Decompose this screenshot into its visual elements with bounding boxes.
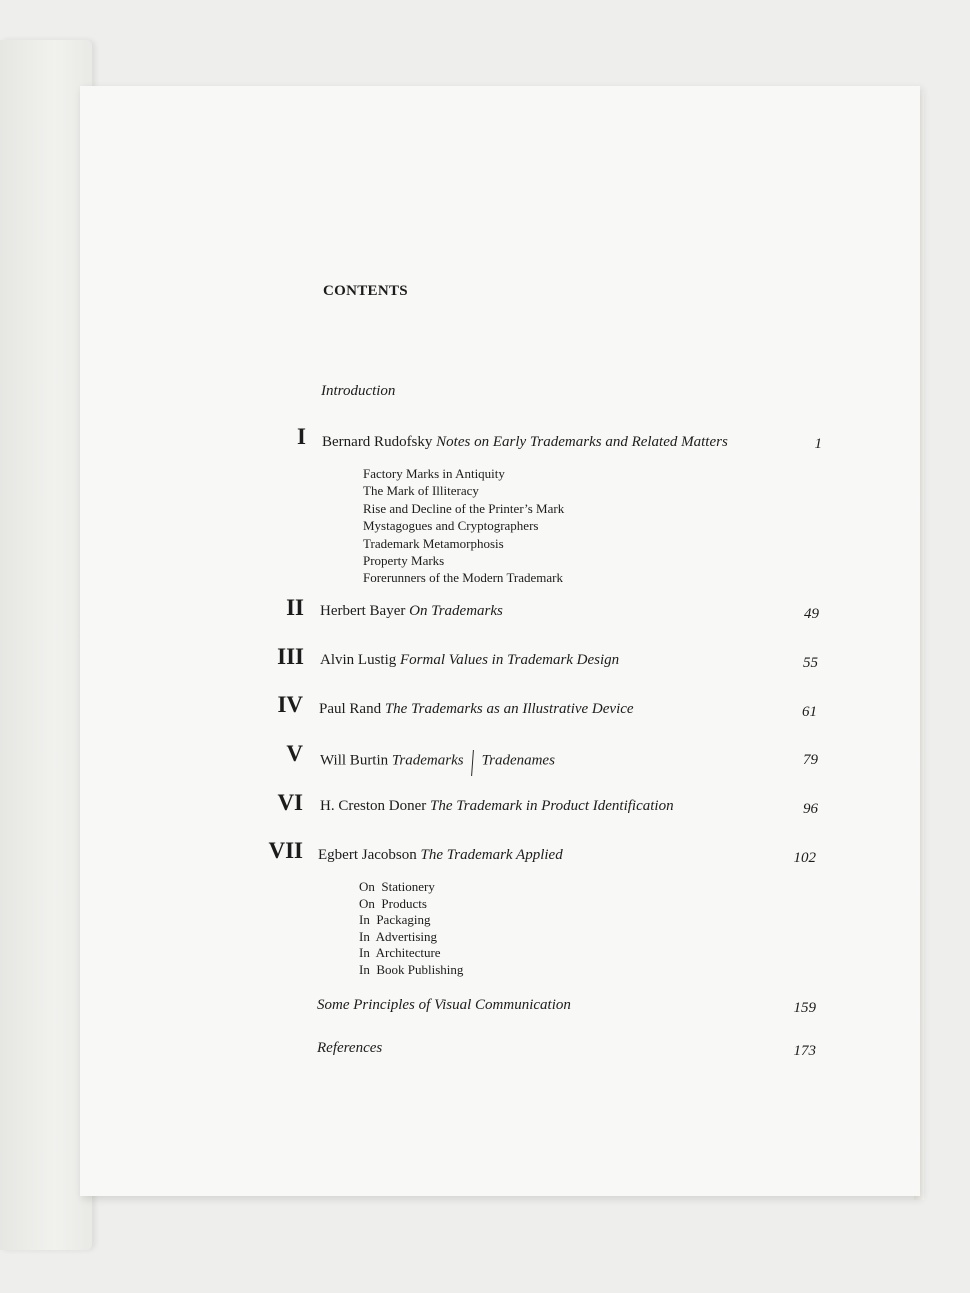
chapter-author: Herbert Bayer	[320, 603, 406, 619]
chapter-numeral: V	[286, 741, 303, 766]
chapter-title: On Trademarks	[409, 603, 503, 619]
chapter-line	[320, 603, 503, 620]
subsection-item: On Products	[359, 895, 427, 911]
chapter-numeral: I	[297, 424, 306, 449]
chapter-title: Formal Values in Trademark Design	[400, 652, 620, 668]
chapter-page: 61	[802, 704, 817, 720]
subsection-item: In Architecture	[359, 945, 441, 961]
chapter-line	[320, 798, 674, 815]
chapter-numeral: VII	[268, 838, 303, 863]
subsection-item: In Book Publishing	[359, 961, 464, 977]
chapter-author: Alvin Lustig	[320, 652, 397, 668]
chapter-numeral: VI	[277, 790, 303, 815]
chapter-line	[318, 847, 563, 864]
subsection-item: Property Marks	[363, 553, 445, 569]
closing-page: 159	[793, 1000, 816, 1016]
chapter-line	[320, 652, 619, 669]
chapter-page: 55	[803, 655, 818, 671]
chapter-author: Bernard Rudofsky	[322, 434, 433, 450]
subsection-item: Mystagogues and Cryptographers	[363, 518, 539, 534]
left-page-edge	[0, 40, 92, 1250]
chapter-numeral: II	[286, 595, 304, 620]
chapter-title: The Trademark in Product Identification	[429, 798, 674, 814]
subsection-item: In Advertising	[359, 928, 437, 944]
subsection-item: On Stationery	[359, 879, 435, 894]
chapter-author: Will Burtin	[320, 752, 389, 769]
book-page	[80, 86, 920, 1196]
chapter-title-part2: Tradenames	[481, 752, 555, 769]
chapter-page: 102	[793, 850, 816, 866]
subsection-item: Forerunners of the Modern Trademark	[363, 570, 564, 586]
chapter-numeral: IV	[277, 692, 303, 717]
subsection-item: Trademark Metamorphosis	[363, 535, 504, 551]
introduction-link[interactable]: Introduction	[321, 383, 396, 399]
chapter-title: The Trademark Applied	[420, 847, 563, 863]
chapter-subsections	[363, 465, 564, 587]
subsection-item: The Mark of Illiteracy	[363, 483, 479, 499]
closing-page: 173	[793, 1043, 816, 1059]
chapter-author: H. Creston Doner	[320, 798, 427, 814]
chapter-author: Paul Rand	[319, 701, 382, 717]
chapter-page: 79	[803, 752, 818, 768]
slash-divider	[471, 750, 474, 776]
chapter-author: Egbert Jacobson	[318, 847, 417, 863]
chapter-page: 96	[803, 801, 818, 817]
subsection-item: In Packaging	[359, 912, 431, 928]
chapter-title: The Trademarks as an Illustrative Device	[384, 701, 634, 717]
subsection-item: Rise and Decline of the Printer’s Mark	[363, 500, 565, 516]
contents-heading: CONTENTS	[323, 283, 408, 299]
chapter-title: Trademarks	[391, 752, 464, 769]
chapter-page: 49	[804, 606, 819, 622]
chapter-title: Notes on Early Trademarks and Related Matters	[436, 434, 728, 450]
chapter-subsections	[359, 879, 463, 979]
chapter-page: 1	[814, 436, 822, 452]
chapter-numeral: III	[277, 644, 304, 669]
chapter-line	[319, 701, 634, 718]
closing-title: Some Principles of Visual Communication	[317, 997, 571, 1013]
subsection-item: Factory Marks in Antiquity	[363, 466, 505, 481]
chapter-line	[322, 434, 728, 451]
closing-title: References	[317, 1040, 383, 1056]
chapter-line	[320, 748, 555, 774]
